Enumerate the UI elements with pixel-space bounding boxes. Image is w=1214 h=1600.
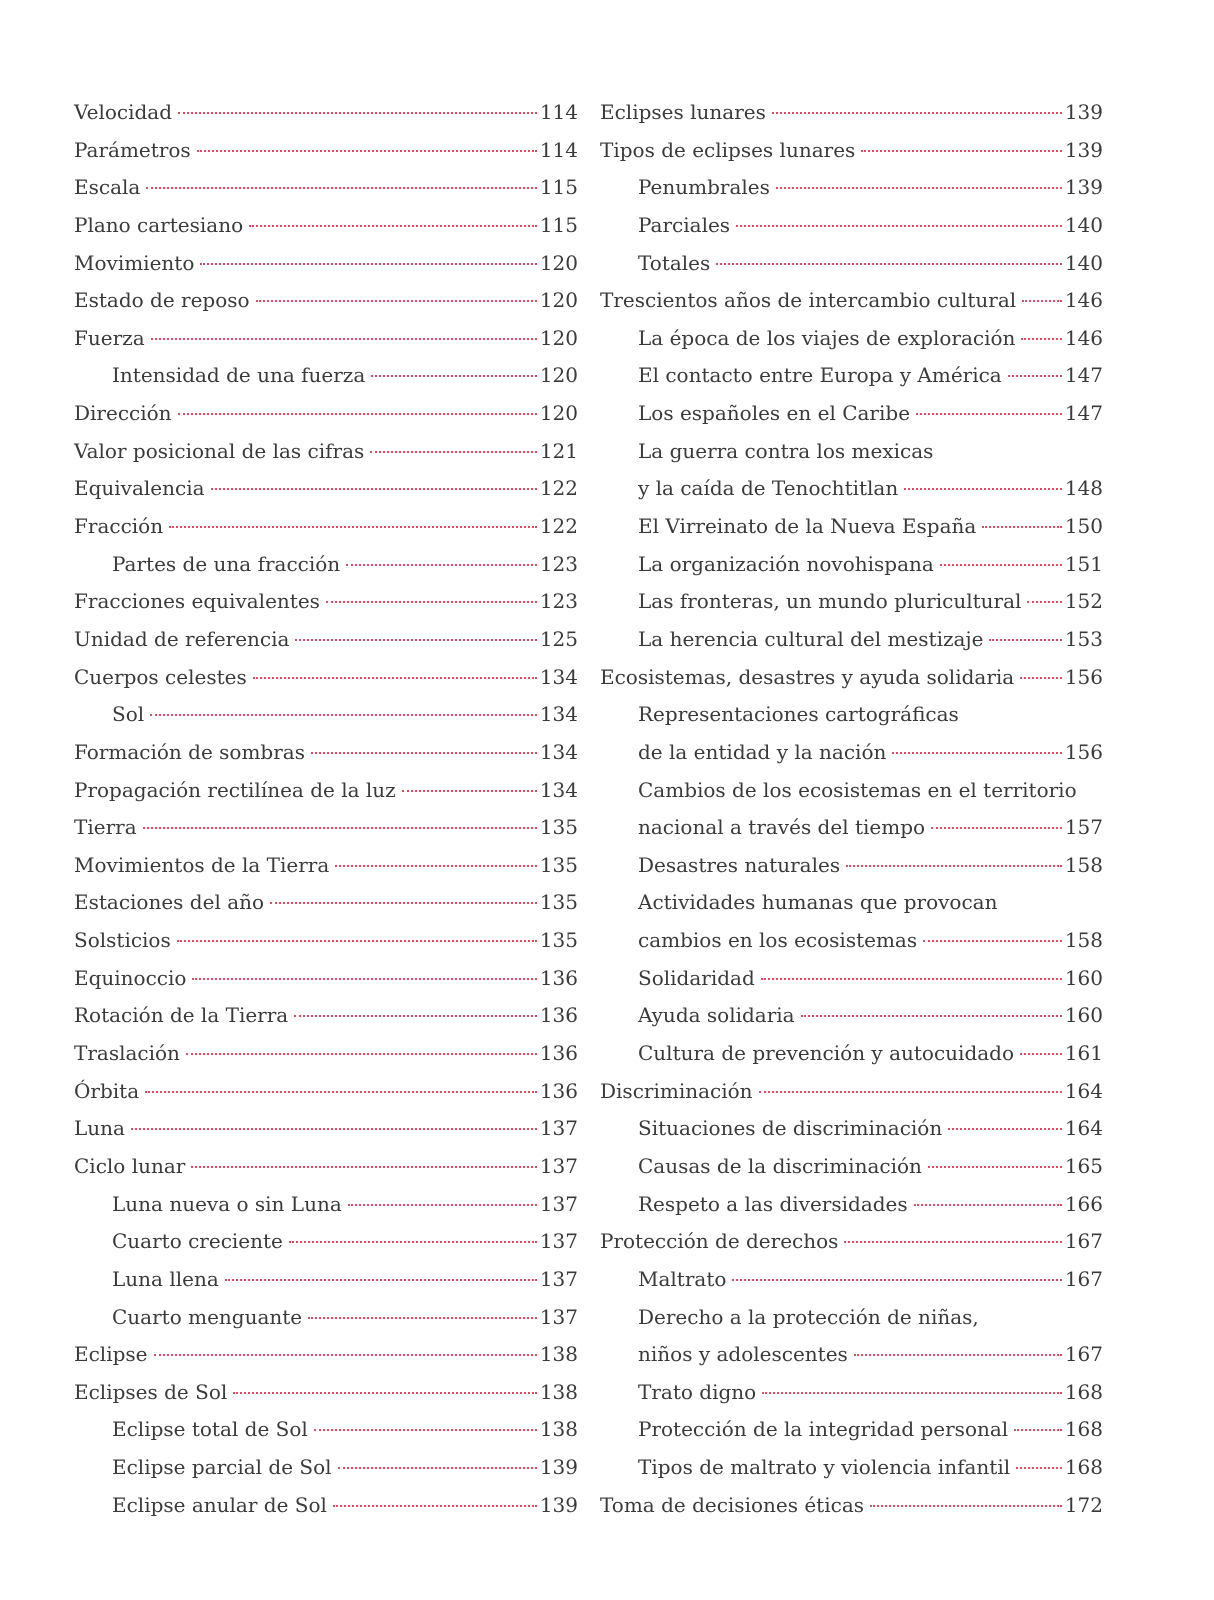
toc-entry-page-number: 137 <box>539 1229 578 1254</box>
toc-entry <box>600 1336 1103 1374</box>
toc-entry <box>74 997 578 1035</box>
dot-leader <box>861 150 1062 152</box>
dot-leader <box>348 1204 537 1206</box>
toc-entry-label: Rotación de la Tierra <box>74 1003 289 1028</box>
toc-entry-page-number: 120 <box>539 401 578 426</box>
toc-entry-label: Partes de una fracción <box>112 551 341 576</box>
toc-entry-page-number: 160 <box>1064 965 1103 990</box>
dot-leader <box>801 1015 1062 1017</box>
dot-leader <box>151 338 537 340</box>
toc-entry <box>600 884 1103 922</box>
toc-entry-label: La guerra contra los mexicas <box>638 438 934 463</box>
toc-entry <box>74 282 578 320</box>
toc-entry <box>74 546 578 584</box>
toc-entry <box>600 659 1103 697</box>
toc-entry <box>600 1186 1103 1224</box>
dot-leader <box>169 526 537 528</box>
toc-entry-label: Traslación <box>74 1041 180 1066</box>
toc-entry-label: nacional a través del tiempo <box>638 815 926 840</box>
toc-entry-page-number: 134 <box>539 702 578 727</box>
toc-entry <box>74 433 578 471</box>
toc-entry-label: y la caída de Tenochtitlan <box>638 476 899 501</box>
toc-entry-page-number: 139 <box>1064 175 1103 200</box>
toc-entry-page-number: 172 <box>1064 1492 1103 1517</box>
toc-entry-page-number: 115 <box>539 212 578 237</box>
toc-entry-label: Ciclo lunar <box>74 1153 186 1178</box>
dot-leader <box>346 564 537 566</box>
toc-entry <box>74 1336 578 1374</box>
toc-entry-page-number: 157 <box>1064 815 1103 840</box>
dot-leader <box>1008 375 1062 377</box>
toc-entry <box>74 1035 578 1073</box>
dot-leader <box>759 1091 1062 1093</box>
dot-leader <box>761 978 1062 980</box>
dot-leader <box>1027 601 1061 603</box>
toc-entry <box>600 94 1103 132</box>
toc-entry <box>74 847 578 885</box>
toc-entry-label: Parciales <box>638 212 731 237</box>
dot-leader <box>192 978 536 980</box>
dot-leader <box>335 865 537 867</box>
toc-entry <box>600 1411 1103 1449</box>
toc-entry <box>600 1374 1103 1412</box>
toc-entry <box>74 583 578 621</box>
toc-entry-label: Velocidad <box>74 100 173 124</box>
toc-entry-label: Protección de derechos <box>600 1229 839 1254</box>
toc-entry-label: Los españoles en el Caribe <box>638 401 911 426</box>
toc-entry-page-number: 137 <box>539 1153 578 1178</box>
dot-leader <box>370 451 537 453</box>
toc-entry-page-number: 147 <box>1064 401 1103 426</box>
dot-leader <box>776 187 1062 189</box>
toc-entry-label: Luna llena <box>112 1266 219 1291</box>
toc-entry <box>600 433 1103 471</box>
dot-leader <box>1022 300 1062 302</box>
toc-entry <box>600 1035 1103 1073</box>
toc-entry <box>74 1223 578 1261</box>
toc-entry-page-number: 137 <box>539 1266 578 1291</box>
toc-entry-page-number: 114 <box>539 100 578 124</box>
toc-entry-label: Derecho a la protección de niñas, <box>638 1304 979 1329</box>
toc-entry-label: Tipos de maltrato y violencia infantil <box>638 1455 1011 1480</box>
toc-entry <box>74 395 578 433</box>
toc-entry <box>74 1411 578 1449</box>
toc-entry-label: Movimiento <box>74 250 195 275</box>
dot-leader <box>225 1279 537 1281</box>
toc-column-right <box>600 94 1103 1524</box>
toc-entry-page-number: 120 <box>539 250 578 275</box>
toc-entry-label: Eclipse parcial de Sol <box>112 1455 332 1480</box>
toc-entry <box>600 1299 1103 1337</box>
dot-leader <box>914 1204 1062 1206</box>
toc-entry-page-number: 156 <box>1064 664 1103 689</box>
dot-leader <box>844 1241 1061 1243</box>
toc-entry <box>600 997 1103 1035</box>
dot-leader <box>338 1467 537 1469</box>
toc-entry <box>74 132 578 170</box>
toc-entry-label: Parámetros <box>74 137 191 162</box>
toc-entry-label: Luna nueva o sin Luna <box>112 1191 342 1216</box>
toc-entry-page-number: 150 <box>1064 514 1103 539</box>
toc-entry-label: Penumbrales <box>638 175 770 200</box>
toc-entry-page-number: 120 <box>539 288 578 313</box>
toc-entry-page-number: 160 <box>1064 1003 1103 1028</box>
toc-entry-page-number: 121 <box>539 438 578 463</box>
toc-entry <box>74 1374 578 1412</box>
toc-entry-label: Equivalencia <box>74 476 205 501</box>
toc-entry-page-number: 137 <box>539 1116 578 1141</box>
toc-entry <box>74 659 578 697</box>
dot-leader <box>772 112 1062 114</box>
dot-leader <box>154 1354 537 1356</box>
toc-entry-page-number: 135 <box>539 815 578 840</box>
dot-leader <box>253 677 537 679</box>
toc-entry-label: Valor posicional de las cifras <box>74 438 365 463</box>
toc-entry <box>600 847 1103 885</box>
toc-entry <box>600 207 1103 245</box>
dot-leader <box>326 601 537 603</box>
toc-entry-label: Eclipses lunares <box>600 100 766 124</box>
toc-entry-page-number: 152 <box>1064 589 1103 614</box>
dot-leader <box>197 150 537 152</box>
toc-entry-label: Cuarto creciente <box>112 1229 283 1254</box>
toc-entry-label: Unidad de referencia <box>74 626 290 651</box>
toc-entry-label: Equinoccio <box>74 965 187 990</box>
toc-entry <box>74 734 578 772</box>
toc-entry-page-number: 148 <box>1064 476 1103 501</box>
toc-entry <box>74 207 578 245</box>
dot-leader <box>233 1392 537 1394</box>
dot-leader <box>928 1166 1062 1168</box>
toc-entry-page-number: 164 <box>1064 1116 1103 1141</box>
toc-entry-page-number: 138 <box>539 1342 578 1367</box>
toc-entry-page-number: 136 <box>539 1078 578 1103</box>
toc-entry-page-number: 134 <box>539 664 578 689</box>
toc-entry <box>600 245 1103 283</box>
toc-entry-page-number: 135 <box>539 852 578 877</box>
toc-entry-page-number: 158 <box>1064 928 1103 953</box>
dot-leader <box>200 263 536 265</box>
toc-entry <box>74 621 578 659</box>
toc-entry-page-number: 134 <box>539 777 578 802</box>
toc-entry-page-number: 136 <box>539 1041 578 1066</box>
toc-entry-page-number: 114 <box>539 137 578 162</box>
toc-entry <box>600 1261 1103 1299</box>
toc-entry-label: Cultura de prevención y autocuidado <box>638 1041 1015 1066</box>
dot-leader <box>294 1015 537 1017</box>
dot-leader <box>333 1505 537 1507</box>
dot-leader <box>270 902 537 904</box>
toc-entry-page-number: 115 <box>539 175 578 200</box>
dot-leader <box>131 1128 537 1130</box>
toc-entry <box>74 1186 578 1224</box>
toc-entry-page-number: 138 <box>539 1379 578 1404</box>
toc-entry-page-number: 161 <box>1064 1041 1103 1066</box>
toc-entry <box>74 1487 578 1525</box>
dot-leader <box>916 413 1062 415</box>
dot-leader <box>1014 1429 1062 1431</box>
toc-entry <box>600 320 1103 358</box>
toc-entry <box>600 357 1103 395</box>
dot-leader <box>402 790 537 792</box>
toc-entry <box>74 508 578 546</box>
toc-entry-page-number: 167 <box>1064 1342 1103 1367</box>
toc-entry-page-number: 139 <box>1064 100 1103 124</box>
toc-entry-label: Eclipse total de Sol <box>112 1417 308 1442</box>
dot-leader <box>1020 677 1062 679</box>
toc-entry <box>600 696 1103 734</box>
toc-entry-page-number: 151 <box>1064 551 1103 576</box>
dot-leader <box>904 488 1062 490</box>
toc-entry <box>74 1261 578 1299</box>
toc-entry-label: Discriminación <box>600 1078 753 1103</box>
toc-entry <box>600 282 1103 320</box>
toc-entry-page-number: 139 <box>1064 137 1103 162</box>
dot-leader <box>177 940 537 942</box>
toc-entry-page-number: 137 <box>539 1191 578 1216</box>
toc-entry-label: Cuarto menguante <box>112 1304 303 1329</box>
toc-entry <box>600 809 1103 847</box>
dot-leader <box>982 526 1062 528</box>
toc-entry-label: Propagación rectilínea de la luz <box>74 777 396 802</box>
toc-entry <box>600 1110 1103 1148</box>
dot-leader <box>923 940 1062 942</box>
toc-entry-page-number: 138 <box>539 1417 578 1442</box>
toc-entry-label: Dirección <box>74 401 172 426</box>
toc-entry-label: Escala <box>74 175 141 200</box>
dot-leader <box>143 827 537 829</box>
toc-entry-page-number: 165 <box>1064 1153 1103 1178</box>
toc-entry-label: Tipos de eclipses lunares <box>600 137 856 162</box>
toc-entry <box>600 169 1103 207</box>
toc-entry-page-number: 140 <box>1064 212 1103 237</box>
toc-entry-page-number: 168 <box>1064 1417 1103 1442</box>
toc-entry-label: Las fronteras, un mundo pluricultural <box>638 589 1022 614</box>
toc-entry <box>74 922 578 960</box>
toc-entry-label: cambios en los ecosistemas <box>638 928 918 953</box>
toc-entry-page-number: 168 <box>1064 1379 1103 1404</box>
toc-entry-page-number: 120 <box>539 363 578 388</box>
toc-entry <box>74 1449 578 1487</box>
toc-entry-page-number: 166 <box>1064 1191 1103 1216</box>
toc-entry-label: Desastres naturales <box>638 852 841 877</box>
toc-entry-label: Fracción <box>74 514 164 539</box>
toc-entry-label: Trato digno <box>638 1379 757 1404</box>
toc-entry-label: El Virreinato de la Nueva España <box>638 514 977 539</box>
toc-entry-label: Respeto a las diversidades <box>638 1191 908 1216</box>
toc-entry-page-number: 168 <box>1064 1455 1103 1480</box>
dot-leader <box>186 1053 537 1055</box>
toc-entry <box>74 772 578 810</box>
toc-entry-page-number: 136 <box>539 1003 578 1028</box>
toc-entry <box>600 508 1103 546</box>
dot-leader <box>371 375 537 377</box>
dot-leader <box>736 225 1062 227</box>
toc-entry-label: Cuerpos celestes <box>74 664 247 689</box>
dot-leader <box>311 752 537 754</box>
toc-entry-page-number: 135 <box>539 928 578 953</box>
toc-entry <box>600 1487 1103 1525</box>
toc-entry <box>74 169 578 207</box>
toc-entry-page-number: 158 <box>1064 852 1103 877</box>
dot-leader <box>308 1317 537 1319</box>
toc-entry-page-number: 156 <box>1064 739 1103 764</box>
toc-entry <box>74 696 578 734</box>
toc-entry-page-number: 137 <box>539 1304 578 1329</box>
toc-entry-label: Fracciones equivalentes <box>74 589 320 614</box>
dot-leader <box>716 263 1062 265</box>
dot-leader <box>1021 338 1061 340</box>
toc-entry-page-number: 120 <box>539 325 578 350</box>
dot-leader <box>295 639 536 641</box>
toc-entry <box>600 583 1103 621</box>
toc-entry <box>74 884 578 922</box>
toc-entry-page-number: 146 <box>1064 288 1103 313</box>
toc-entry <box>600 546 1103 584</box>
toc-entry <box>74 245 578 283</box>
toc-entry-label: Toma de decisiones éticas <box>600 1492 865 1517</box>
dot-leader <box>1016 1467 1062 1469</box>
toc-entry-page-number: 125 <box>539 626 578 651</box>
toc-entry-label: Ecosistemas, desastres y ayuda solidaria <box>600 664 1015 689</box>
toc-entry-label: Cambios de los ecosistemas en el territorio <box>638 777 1077 802</box>
dot-leader <box>846 865 1062 867</box>
dot-leader <box>762 1392 1062 1394</box>
toc-entry-page-number: 164 <box>1064 1078 1103 1103</box>
dot-leader <box>211 488 537 490</box>
toc-entry <box>74 1299 578 1337</box>
dot-leader <box>1020 1053 1062 1055</box>
toc-entry-label: Estado de reposo <box>74 288 250 313</box>
dot-leader <box>178 413 537 415</box>
dot-leader <box>145 1091 537 1093</box>
toc-entry-label: El contacto entre Europa y América <box>638 363 1002 388</box>
dot-leader <box>870 1505 1062 1507</box>
toc-entry <box>600 1148 1103 1186</box>
toc-entry-page-number: 122 <box>539 476 578 501</box>
toc-entry <box>74 1073 578 1111</box>
toc-entry <box>600 1073 1103 1111</box>
toc-entry-label: La época de los viajes de exploración <box>638 325 1016 350</box>
dot-leader <box>256 300 537 302</box>
toc-entry-page-number: 139 <box>539 1492 578 1517</box>
toc-entry-label: Tierra <box>74 815 137 840</box>
toc-entry-page-number: 147 <box>1064 363 1103 388</box>
toc-entry-page-number: 146 <box>1064 325 1103 350</box>
toc-entry-page-number: 167 <box>1064 1229 1103 1254</box>
dot-leader <box>150 714 537 716</box>
toc-entry <box>600 621 1103 659</box>
toc-entry <box>74 320 578 358</box>
toc-entry-label: Solsticios <box>74 928 171 953</box>
toc-entry-label: Eclipse <box>74 1342 148 1367</box>
dot-leader <box>249 225 537 227</box>
toc-entry-label: Movimientos de la Tierra <box>74 852 330 877</box>
toc-entry-page-number: 134 <box>539 739 578 764</box>
dot-leader <box>892 752 1061 754</box>
toc-entry <box>74 960 578 998</box>
dot-leader <box>732 1279 1061 1281</box>
toc-entry <box>74 94 578 132</box>
toc-entry-label: Órbita <box>74 1078 140 1103</box>
toc-entry-label: Protección de la integridad personal <box>638 1417 1009 1442</box>
toc-entry-label: Luna <box>74 1116 125 1141</box>
toc-entry-label: Situaciones de discriminación <box>638 1116 943 1141</box>
toc-entry <box>600 1449 1103 1487</box>
toc-entry-label: La organización novohispana <box>638 551 934 576</box>
dot-leader <box>178 112 537 114</box>
toc-entry <box>600 960 1103 998</box>
toc-entry-label: Plano cartesiano <box>74 212 244 237</box>
toc-entry-label: Totales <box>638 250 711 275</box>
dot-leader <box>940 564 1062 566</box>
dot-leader <box>989 639 1061 641</box>
toc-entry-label: Actividades humanas que provocan <box>638 890 998 915</box>
dot-leader <box>854 1354 1062 1356</box>
toc-entry <box>600 470 1103 508</box>
toc-entry <box>600 132 1103 170</box>
toc-entry <box>74 470 578 508</box>
toc-entry-page-number: 153 <box>1064 626 1103 651</box>
toc-entry-page-number: 136 <box>539 965 578 990</box>
toc-entry-label: Fuerza <box>74 325 145 350</box>
toc-entry-label: Solidaridad <box>638 965 755 990</box>
toc-entry-page-number: 123 <box>539 551 578 576</box>
toc-entry <box>74 1110 578 1148</box>
toc-entry <box>600 395 1103 433</box>
dot-leader <box>146 187 537 189</box>
toc-entry-label: Causas de la discriminación <box>638 1153 922 1178</box>
toc-entry-label: Maltrato <box>638 1266 727 1291</box>
toc-entry <box>600 772 1103 810</box>
toc-entry <box>74 357 578 395</box>
dot-leader <box>314 1429 537 1431</box>
toc-entry-label: Estaciones del año <box>74 890 265 915</box>
toc-entry-label: Ayuda solidaria <box>638 1003 795 1028</box>
toc-entry-label: Intensidad de una fuerza <box>112 363 366 388</box>
toc-entry-label: de la entidad y la nación <box>638 739 887 764</box>
toc-entry-page-number: 139 <box>539 1455 578 1480</box>
toc-column-left <box>74 94 578 1524</box>
toc-entry <box>74 1148 578 1186</box>
dot-leader <box>191 1166 536 1168</box>
toc-entry-page-number: 123 <box>539 589 578 614</box>
toc-entry <box>74 809 578 847</box>
toc-entry-label: Representaciones cartográficas <box>638 702 959 727</box>
dot-leader <box>289 1241 537 1243</box>
dot-leader <box>931 827 1062 829</box>
toc-entry-page-number: 135 <box>539 890 578 915</box>
toc-entry-label: Eclipse anular de Sol <box>112 1492 327 1517</box>
toc-entry-label: niños y adolescentes <box>638 1342 848 1367</box>
toc-entry-label: Formación de sombras <box>74 739 305 764</box>
toc-entry <box>600 734 1103 772</box>
toc-entry-page-number: 167 <box>1064 1266 1103 1291</box>
toc-entry <box>600 1223 1103 1261</box>
toc-entry-label: Sol <box>112 702 145 727</box>
toc-entry-page-number: 122 <box>539 514 578 539</box>
toc-entry-label: Trescientos años de intercambio cultural <box>600 288 1017 313</box>
dot-leader <box>948 1128 1062 1130</box>
toc-entry <box>600 922 1103 960</box>
toc-entry-label: Eclipses de Sol <box>74 1379 228 1404</box>
toc-entry-label: La herencia cultural del mestizaje <box>638 626 984 651</box>
toc-entry-page-number: 140 <box>1064 250 1103 275</box>
